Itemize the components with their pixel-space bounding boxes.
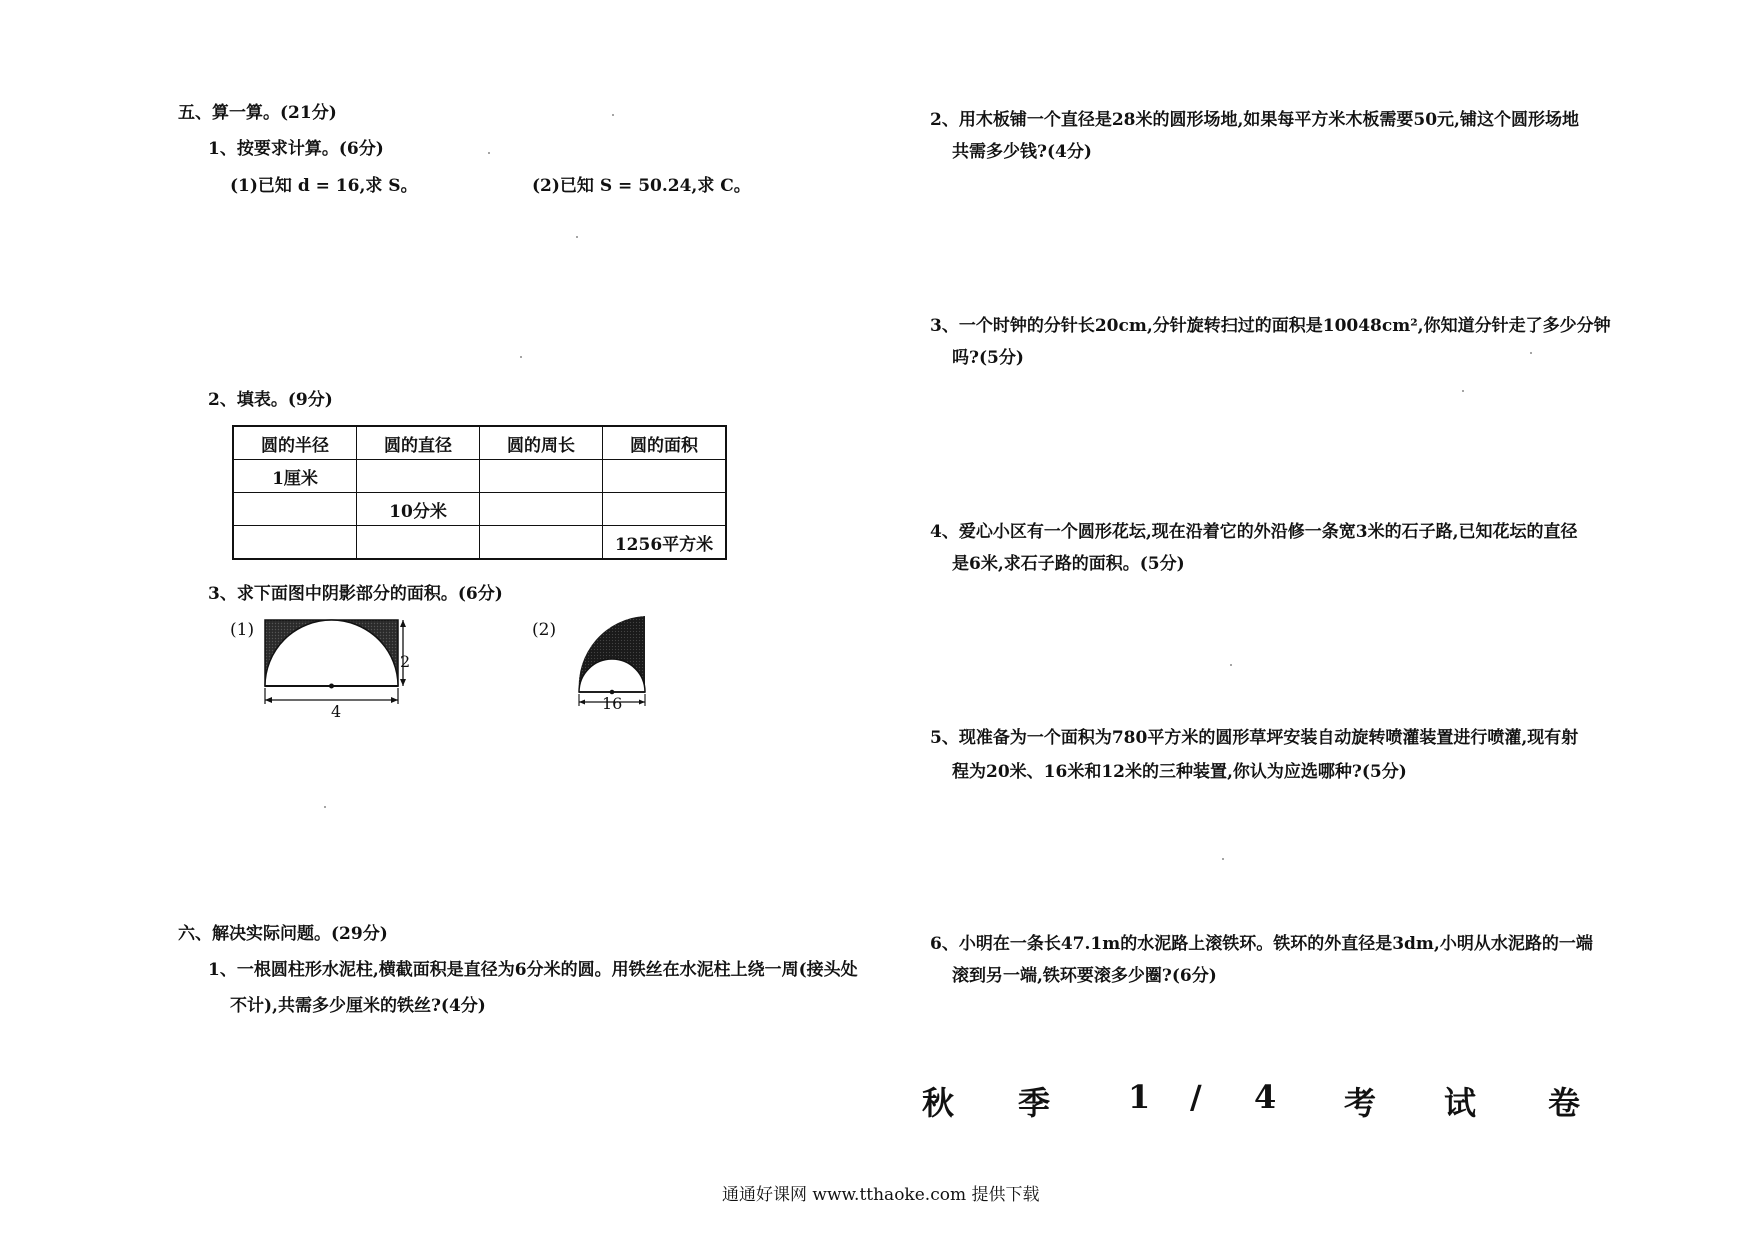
footer-title-char: 试: [1444, 1084, 1477, 1122]
footer-title-char: 季: [1018, 1084, 1051, 1122]
problem-1-line-2: 不计),共需多少厘米的铁丝?(4分): [230, 996, 486, 1016]
scan-speck: [324, 806, 326, 808]
table-header-cell: 圆的面积: [603, 426, 727, 460]
footer-title-char: 秋: [922, 1084, 955, 1122]
figure-2-width-label: 16: [602, 694, 623, 713]
table-cell: [480, 493, 603, 526]
figure-1-width-label: 4: [331, 702, 342, 721]
problem-3-line-2: 吗?(5分): [952, 348, 1024, 368]
problem-6-line-2: 滚到另一端,铁环要滚多少圈?(6分): [952, 966, 1217, 986]
problem-4-line-2: 是6米,求石子路的面积。(5分): [952, 554, 1185, 574]
scan-speck: [520, 356, 522, 358]
table-cell: [357, 460, 480, 493]
scan-speck: [576, 236, 578, 238]
table-cell: 1厘米: [233, 460, 357, 493]
problem-3-line-1: 3、一个时钟的分针长20cm,分针旋转扫过的面积是10048cm²,你知道分针走了多少分钟: [930, 316, 1611, 336]
table-cell: [357, 526, 480, 560]
problem-2-line-1: 2、用木板铺一个直径是28米的圆形场地,如果每平方米木板需要50元,铺这个圆形场地: [930, 110, 1579, 130]
table-cell: [480, 460, 603, 493]
footer-title-char: 考: [1344, 1084, 1377, 1122]
figure-1-diagram: [262, 616, 412, 716]
section-6-title: 六、解决实际问题。(29分): [178, 924, 388, 944]
figure-1-height-label: 2: [400, 652, 411, 671]
problem-1-line-1: 1、一根圆柱形水泥柱,横截面积是直径为6分米的圆。用铁丝在水泥柱上绕一周(接头处: [208, 960, 858, 980]
table-header-row: [233, 426, 726, 460]
scan-speck: [488, 152, 490, 154]
figure-2-label: (2): [532, 620, 557, 640]
problem-5-line-2: 程为20米、16米和12米的三种装置,你认为应选哪种?(5分): [952, 762, 1407, 782]
table-cell: 1256平方米: [603, 526, 727, 560]
question-1-title: 1、按要求计算。(6分): [208, 139, 384, 159]
table-row: [233, 460, 726, 493]
footer-title-char: 卷: [1548, 1084, 1581, 1122]
section-5-title: 五、算一算。(21分): [178, 103, 337, 123]
question-2-title: 2、填表。(9分): [208, 390, 333, 410]
problem-2-line-2: 共需多少钱?(4分): [952, 142, 1092, 162]
question-1-part-2: (2)已知 S = 50.24,求 C。: [532, 176, 751, 196]
figure-1-label: (1): [230, 620, 255, 640]
footer-title-char: /: [1190, 1078, 1202, 1116]
scan-speck: [1530, 352, 1532, 354]
footer-title-char: 4: [1254, 1078, 1277, 1116]
problem-4-line-1: 4、爱心小区有一个圆形花坛,现在沿着它的外沿修一条宽3米的石子路,已知花坛的直径: [930, 522, 1578, 542]
table-header-cell: 圆的周长: [480, 426, 603, 460]
problem-5-line-1: 5、现准备为一个面积为780平方米的圆形草坪安装自动旋转喷灌装置进行喷灌,现有射: [930, 728, 1579, 748]
scan-speck: [1222, 858, 1224, 860]
fill-in-table: [232, 425, 727, 560]
scan-speck: [1230, 664, 1232, 666]
question-3-title: 3、求下面图中阴影部分的面积。(6分): [208, 584, 503, 604]
table-row: [233, 526, 726, 560]
table-cell: [603, 493, 727, 526]
question-1-part-1: (1)已知 d = 16,求 S。: [230, 176, 418, 196]
table-header-cell: 圆的直径: [357, 426, 480, 460]
download-credit: 通通好课网 www.tthaoke.com 提供下载: [722, 1185, 1040, 1205]
problem-6-line-1: 6、小明在一条长47.1m的水泥路上滚铁环。铁环的外直径是3dm,小明从水泥路的一端: [930, 934, 1593, 954]
table-cell: 10分米: [357, 493, 480, 526]
table-cell: [233, 526, 357, 560]
table-cell: [233, 493, 357, 526]
table-cell: [480, 526, 603, 560]
table-row: [233, 493, 726, 526]
table-header-cell: 圆的半径: [233, 426, 357, 460]
scan-speck: [1462, 390, 1464, 392]
footer-title-char: 1: [1128, 1078, 1151, 1116]
scan-speck: [612, 114, 614, 116]
table-cell: [603, 460, 727, 493]
